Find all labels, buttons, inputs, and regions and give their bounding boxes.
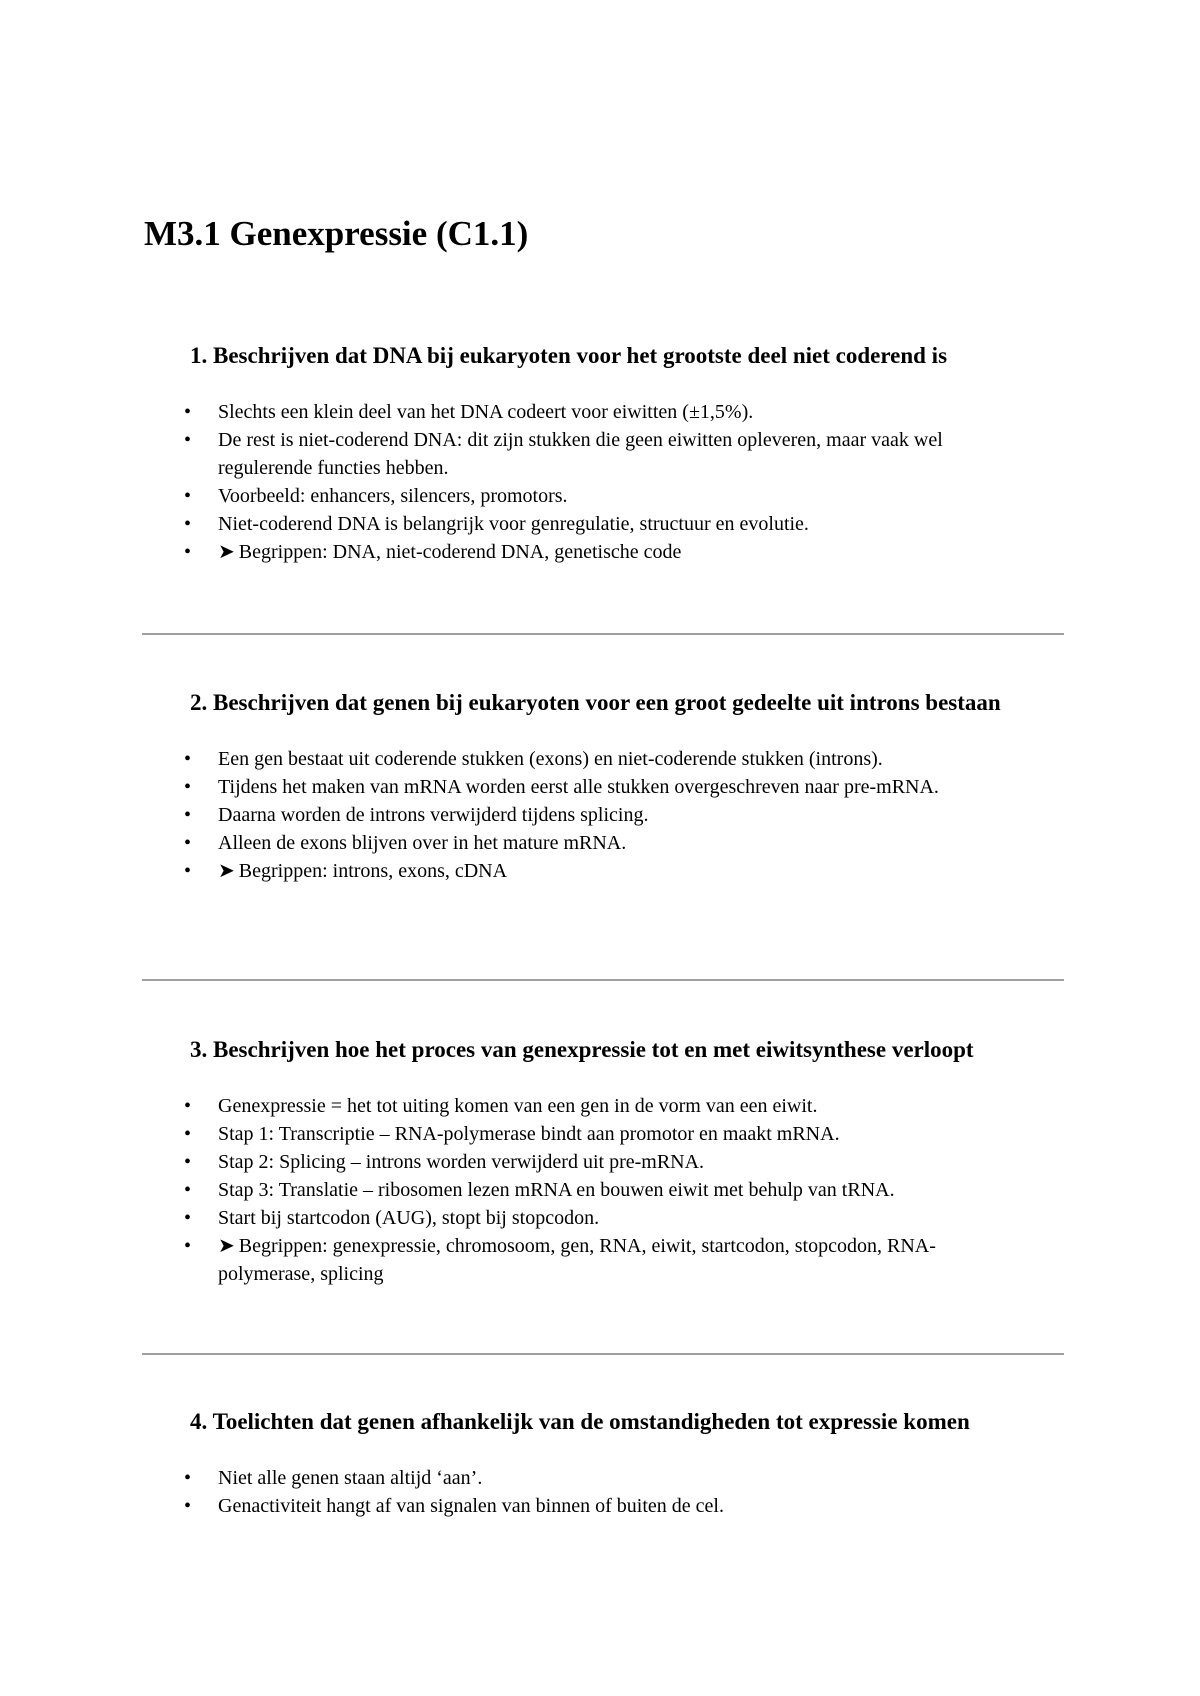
list-item-text: Stap 3: Translatie – ribosomen lezen mRNA en bouwen eiwit met behulp van tRNA. [218,1179,895,1201]
section-heading: 1. Beschrijven dat DNA bij eukaryoten voor het grootste deel niet coderend is [190,343,948,368]
bullet-icon: • [184,401,192,423]
list-item-text: Genactiviteit hangt af van signalen van binnen of buiten de cel. [218,1495,724,1517]
section-divider [142,633,1064,635]
bullet-icon: • [184,1495,192,1517]
arrow-icon: ➤ [218,1235,235,1257]
document-title: M3.1 Genexpressie (C1.1) [144,214,529,253]
list-item [144,1148,1064,1176]
terms-text: Begrippen: introns, exons, cDNA [238,860,508,882]
bullet-icon: • [184,860,192,882]
section-1 [144,340,1064,566]
list-item-text: De rest is niet-coderend DNA: dit zijn stukken die geen eiwitten opleveren, maar vaak wel regulerende functies hebben. [218,429,943,479]
list-item [144,510,1064,538]
section-divider [142,1353,1064,1355]
list-item [144,829,1064,857]
list-item-text: Genexpressie = het tot uiting komen van een gen in de vorm van een eiwit. [218,1095,818,1117]
list-item-text: Stap 2: Splicing – introns worden verwijderd uit pre-mRNA. [218,1151,705,1173]
bullet-icon: • [184,1123,192,1145]
list-item-text: Tijdens het maken van mRNA worden eerst alle stukken overgeschreven naar pre-mRNA. [218,776,939,798]
arrow-icon: ➤ [218,541,235,563]
list-item-text: Daarna worden de introns verwijderd tijdens splicing. [218,804,649,826]
section-heading: 2. Beschrijven dat genen bij eukaryoten voor een groot gedeelte uit introns bestaan [190,690,1001,715]
bullet-icon: • [184,1151,192,1173]
bullet-icon: • [184,485,192,507]
bullet-icon: • [184,429,192,451]
bullet-icon: • [184,748,192,770]
terms-item [144,1232,1064,1288]
bullet-icon: • [184,832,192,854]
section-heading: 4. Toelichten dat genen afhankelijk van de omstandigheden tot expressie komen [190,1409,970,1434]
list-item-text: Niet alle genen staan altijd ‘aan’. [218,1467,483,1489]
terms-item [144,538,1064,566]
list-item [144,398,1064,426]
bullet-list [144,398,1064,566]
terms-text: Begrippen: genexpressie, chromosoom, gen, RNA, eiwit, startcodon, stopcodon, RNA-polymerase, splicing [218,1235,936,1285]
bullet-icon: • [184,1095,192,1117]
bullet-icon: • [184,776,192,798]
bullet-icon: • [184,513,192,535]
list-item [144,1176,1064,1204]
section-3 [144,1034,1064,1288]
bullet-icon: • [184,1467,192,1489]
list-item [144,426,1064,482]
list-item-text: Stap 1: Transcriptie – RNA-polymerase bindt aan promotor en maakt mRNA. [218,1123,840,1145]
bullet-icon: • [184,1235,192,1257]
list-item [144,745,1064,773]
arrow-icon: ➤ [218,860,235,882]
bullet-list [144,1464,1064,1520]
list-item-text: Slechts een klein deel van het DNA codeert voor eiwitten (±1,5%). [218,401,754,423]
list-item [144,1492,1064,1520]
bullet-list [144,1092,1064,1288]
section-4 [144,1406,1064,1520]
list-item-text: Voorbeeld: enhancers, silencers, promotors. [218,485,568,507]
list-item [144,1464,1064,1492]
list-item [144,773,1064,801]
terms-text: Begrippen: DNA, niet-coderend DNA, genetische code [238,541,682,563]
list-item [144,482,1064,510]
bullet-icon: • [184,1179,192,1201]
list-item-text: Niet-coderend DNA is belangrijk voor genregulatie, structuur en evolutie. [218,513,809,535]
list-item [144,1092,1064,1120]
list-item [144,1120,1064,1148]
list-item-text: Start bij startcodon (AUG), stopt bij stopcodon. [218,1207,600,1229]
section-2 [144,687,1064,885]
bullet-icon: • [184,1207,192,1229]
bullet-icon: • [184,804,192,826]
list-item-text: Een gen bestaat uit coderende stukken (exons) en niet-coderende stukken (introns). [218,748,883,770]
list-item-text: Alleen de exons blijven over in het mature mRNA. [218,832,627,854]
bullet-icon: • [184,541,192,563]
list-item [144,1204,1064,1232]
bullet-list [144,745,1064,885]
terms-item [144,857,1064,885]
list-item [144,801,1064,829]
section-divider [142,979,1064,981]
section-heading: 3. Beschrijven hoe het proces van genexpressie tot en met eiwitsynthese verloopt [190,1037,974,1062]
